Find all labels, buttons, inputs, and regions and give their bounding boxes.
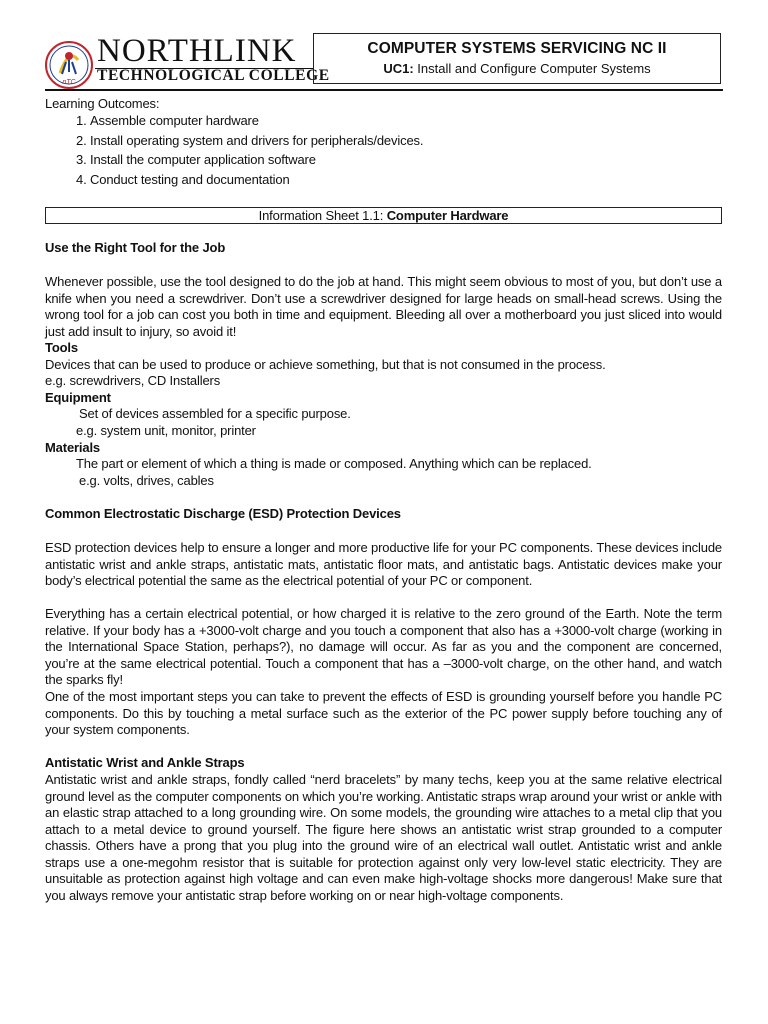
- straps-heading: Antistatic Wrist and Ankle Straps: [45, 755, 245, 770]
- info-sheet-prefix: Information Sheet 1.1:: [258, 208, 387, 223]
- course-title: COMPUTER SYSTEMS SERVICING NC II: [367, 40, 667, 57]
- college-name: NORTHLINK: [97, 33, 297, 69]
- info-sheet-title: Computer Hardware: [386, 208, 509, 223]
- equipment-example: e.g. system unit, monitor, printer: [76, 423, 256, 438]
- unit-title: Install and Configure Computer Systems: [417, 61, 651, 76]
- materials-heading: Materials: [45, 440, 101, 455]
- course-title-box: [313, 33, 721, 84]
- equipment-definition: Set of devices assembled for a specific purpose.: [79, 406, 351, 421]
- equipment-heading: Equipment: [45, 390, 111, 405]
- materials-example: e.g. volts, drives, cables: [79, 473, 214, 488]
- outcome-item: 4. Conduct testing and documentation: [90, 170, 423, 190]
- unit-line: [314, 61, 720, 76]
- logo-initials: nTC: [62, 79, 76, 86]
- materials-definition: The part or element of which a thing is made or composed. Anything which can be replaced.: [76, 456, 592, 471]
- tools-definition: Devices that can be used to produce or achieve something, but that is not consumed in the process.: [45, 357, 606, 372]
- outcomes-heading: Learning Outcomes:: [45, 96, 160, 111]
- esd-paragraph-2: Everything has a certain electrical potential, or how charged it is relative to the zero ground of the Earth. Note the term relative. If your body has a +3000-volt charge and you touch a component that also has a +3000-volt charge (working in the International Space Station, perhaps?), no damage will occur. As far as you and the component are concerned, you’re at the same electrical potential. Touch a component that has a –3000-volt charge, on the other hand, and watch the sparks fly!: [45, 606, 722, 687]
- esd-heading: Common Electrostatic Discharge (ESD) Protection Devices: [45, 506, 401, 521]
- straps-paragraph: Antistatic wrist and ankle straps, fondly called “nerd bracelets” by many techs, keep you at the same relative electrical ground level as the computer components on which you’re working. Antistatic straps wrap around your wrist or ankle with an elastic strap attached to a long grounding wire. On some models, the grounding wire attaches to a metal clip that you attach to a metal device to ground yourself. The figure here shows an antistatic wrist strap grounded to a computer chassis. Others have a prong that you plug into the ground wire of an electrical wall outlet. Antistatic wrist and ankle straps use a one-megohm resistor that is suitable for protection against only very low-level static electricity. They are unsuitable as protection against high voltage and can even make high-voltage shocks more dangerous! Make sure that you always remove your antistatic strap before working on or near high-voltage components.: [45, 772, 722, 903]
- tools-heading: Tools: [45, 340, 78, 355]
- outcomes-list: [45, 111, 423, 189]
- info-sheet-box: [45, 207, 722, 224]
- college-logo-icon: [44, 40, 94, 90]
- esd-paragraph-1: ESD protection devices help to ensure a longer and more productive life for your PC components. These devices include antistatic wrist and ankle straps, antistatic mats, antistatic floor mats, and antistatic bags. Antistatic devices make your body’s electrical potential the same as the electrical potential of your PC or component.: [45, 540, 722, 588]
- right-tool-paragraph: Whenever possible, use the tool designed to do the job at hand. This might seem obvious to most of you, but don’t use a knife when you need a screwdriver. Don’t use a screwdriver designed for large heads on small-head screws. Using the wrong tool for a job can cost you both in time and equipment. Bleeding all over a motherboard you just sliced into would just add insult to injury, so avoid it!: [45, 274, 722, 339]
- unit-code: UC1:: [383, 61, 414, 76]
- header-rule: [45, 89, 723, 91]
- tools-example: e.g. screwdrivers, CD Installers: [45, 373, 221, 388]
- esd-paragraph-3: One of the most important steps you can take to prevent the effects of ESD is grounding yourself before you handle PC components. Do this by touching a metal surface such as the exterior of the PC power supply before touching any of your system components.: [45, 689, 722, 737]
- college-subtitle: TECHNOLOGICAL COLLEGE: [97, 67, 330, 84]
- right-tool-heading: Use the Right Tool for the Job: [45, 240, 226, 255]
- outcome-item: 2. Install operating system and drivers for peripherals/devices.: [90, 131, 423, 151]
- outcome-item: 3. Install the computer application software: [90, 150, 423, 170]
- outcome-item: 1. Assemble computer hardware: [90, 111, 423, 131]
